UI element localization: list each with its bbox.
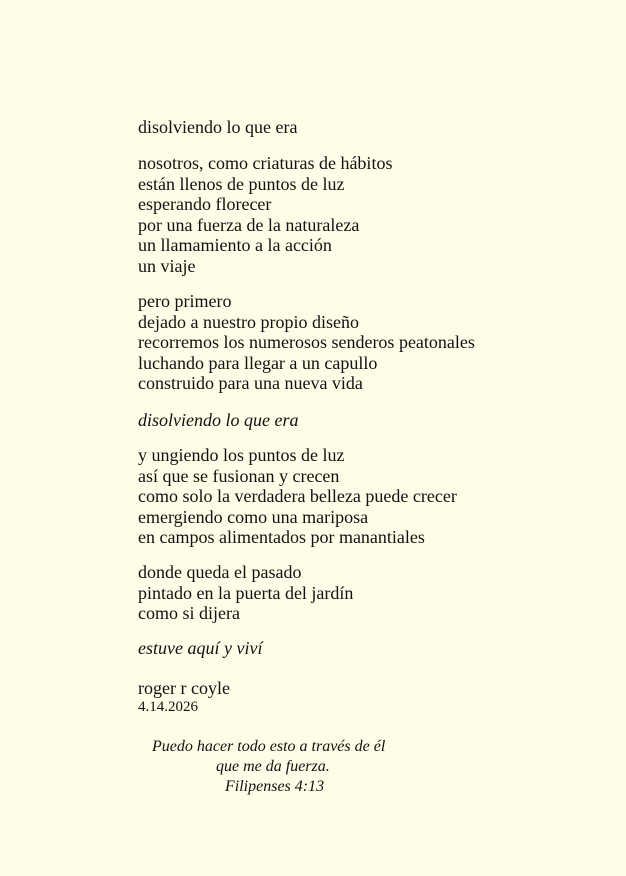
poem-line: un llamamiento a la acción	[138, 235, 332, 255]
stanza-2	[138, 291, 475, 394]
poem-line: y ungiendo los puntos de luz	[138, 445, 345, 465]
author-name: roger r coyle	[138, 678, 230, 698]
poem-line: por una fuerza de la naturaleza	[138, 214, 360, 235]
poem-line: como si dijera	[138, 603, 240, 623]
poem-line: esperando florecer	[138, 194, 272, 214]
poem-line: donde queda el pasado	[138, 562, 302, 582]
poem-line: emergiendo como una mariposa	[138, 506, 369, 527]
poem-line: nosotros, como criaturas de hábitos	[138, 153, 393, 173]
stanza-3	[138, 445, 457, 548]
poem-line: construido para una nueva vida	[138, 373, 363, 393]
verse-line-2: que me da fuerza.	[216, 758, 330, 775]
poem-line: luchando para llegar a un capullo	[138, 352, 378, 373]
poem-line: así que se fusionan y crecen	[138, 465, 340, 486]
refrain: disolviendo lo que era	[138, 410, 299, 430]
closing-line: estuve aquí y viví	[138, 638, 263, 658]
verse-line-1: Puedo hacer todo esto a través de él	[152, 738, 386, 755]
stanza-4	[138, 562, 353, 624]
poem-line: como solo la verdadera belleza puede crecer	[138, 486, 457, 506]
poem-line: pintado en la puerta del jardín	[138, 582, 354, 603]
poem-line: están llenos de puntos de luz	[138, 173, 345, 194]
poem-date: 4.14.2026	[138, 699, 198, 715]
poem-line: un viaje	[138, 255, 196, 276]
verse-reference: Filipenses 4:13	[225, 778, 325, 795]
poem-line: recorremos los numerosos senderos peatonales	[138, 332, 475, 352]
poem-line: pero primero	[138, 291, 232, 311]
poem-title: disolviendo lo que era	[138, 117, 298, 137]
poem-line: dejado a nuestro propio diseño	[138, 311, 359, 332]
stanza-1	[138, 153, 392, 276]
poem-line: en campos alimentados por manantiales	[138, 527, 425, 547]
